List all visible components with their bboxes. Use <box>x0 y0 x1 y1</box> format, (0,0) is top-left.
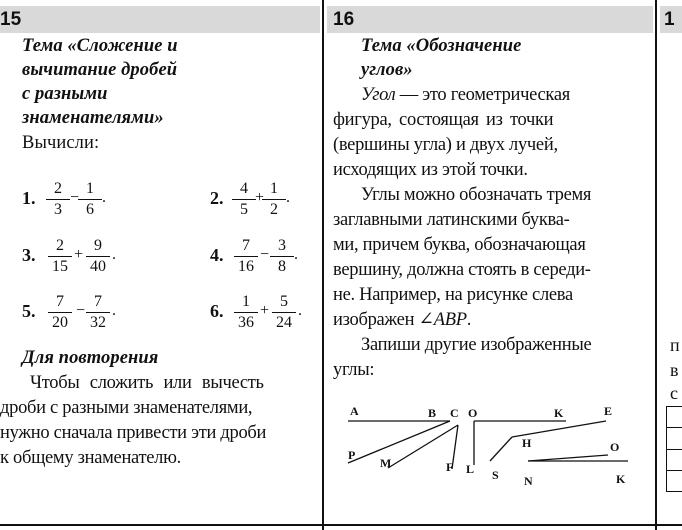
numerator: 7 <box>94 293 102 310</box>
denominator: 3 <box>46 199 70 220</box>
paragraph-line: вершину, должна стоять в середи- <box>333 260 591 280</box>
ray-no <box>528 455 608 461</box>
point-label: B <box>428 406 437 420</box>
definition-text: — это геометрическая <box>395 85 570 105</box>
cell-number: 16 <box>333 9 355 30</box>
fraction <box>262 179 286 220</box>
point-label: E <box>604 404 613 418</box>
point-label: O <box>610 440 620 454</box>
cell-number: 15 <box>0 9 22 30</box>
review-text-line: нужно сначала привести эти дроби <box>0 423 267 443</box>
denominator: 20 <box>48 312 72 333</box>
numerator: 9 <box>94 237 102 254</box>
task-end-period: . <box>112 246 116 263</box>
point-label: K <box>616 472 626 486</box>
operator: + <box>255 189 265 206</box>
table-rule <box>667 427 682 428</box>
task-end-period: . <box>112 302 116 319</box>
fraction <box>86 236 110 277</box>
fraction <box>234 292 258 333</box>
denominator: 15 <box>48 256 72 277</box>
ray-he <box>512 421 606 437</box>
topic-title-line: вычитание дробей <box>22 60 178 80</box>
task-end-period: . <box>102 189 106 206</box>
denominator: 2 <box>262 199 286 220</box>
table-rule <box>667 449 682 450</box>
topic-title-line: углов» <box>361 60 413 80</box>
numerator: 7 <box>56 293 64 310</box>
denominator: 24 <box>272 312 296 333</box>
topic-title-line: знаменателями» <box>22 108 164 128</box>
instruction-text: Вычисли: <box>22 133 100 153</box>
denominator: 5 <box>232 199 256 220</box>
fraction <box>48 236 72 277</box>
fraction <box>272 292 296 333</box>
denominator: 8 <box>270 256 294 277</box>
operator: + <box>74 246 84 263</box>
angles-figure <box>328 395 650 505</box>
right-column-divider <box>655 0 657 530</box>
point-label: L <box>466 462 475 476</box>
numerator: 2 <box>54 180 62 197</box>
denominator: 16 <box>234 256 258 277</box>
numerator: 4 <box>240 180 248 197</box>
cell-number: 1 <box>664 9 675 30</box>
point-label: A <box>350 404 359 418</box>
task-end-period: . <box>298 302 302 319</box>
cell-header-15 <box>0 6 320 33</box>
review-text-line: к общему знаменателю. <box>0 448 181 468</box>
operator: − <box>70 189 80 206</box>
definition-line: (вершины угла) и двух лучей, <box>333 135 558 155</box>
fraction-task <box>22 292 142 336</box>
fraction-task <box>210 179 320 223</box>
fraction-task <box>22 236 142 280</box>
point-label: F <box>446 460 454 474</box>
operator: − <box>76 302 86 319</box>
fraction-task <box>210 236 320 280</box>
denominator: 32 <box>86 312 110 333</box>
fraction-task <box>210 292 320 336</box>
table-rule <box>667 470 682 471</box>
paragraph-line: Углы можно обозначать тремя <box>361 185 592 205</box>
definition-line: исходящих из этой точки. <box>333 160 528 180</box>
fraction <box>78 179 102 220</box>
angle-symbol: ∠ <box>418 310 434 330</box>
cell-header-16 <box>327 6 653 33</box>
cut-off-text: с <box>670 383 678 403</box>
paragraph-line: ми, причем буква, обозначающая <box>333 235 586 255</box>
paragraph-text: изображен <box>333 310 419 330</box>
definition-term: Угол <box>361 85 396 105</box>
numerator: 7 <box>242 237 250 254</box>
fraction <box>270 236 294 277</box>
cut-off-text: в <box>670 360 679 380</box>
point-label: C <box>450 406 459 420</box>
task-number: 5. <box>22 301 36 321</box>
task-end-period: . <box>286 189 290 206</box>
task-number: 1. <box>22 188 36 208</box>
ray-bp <box>348 421 450 463</box>
numerator: 3 <box>278 237 286 254</box>
operator: + <box>260 302 270 319</box>
task-instruction-line: углы: <box>333 360 375 380</box>
numerator: 1 <box>242 293 250 310</box>
paragraph-text: . <box>466 310 472 330</box>
operator: − <box>260 246 270 263</box>
review-text-line: дроби с разными знаменателями, <box>0 398 253 418</box>
review-text-line: Чтобы сложить или вычесть <box>30 373 264 393</box>
point-label: S <box>492 468 499 482</box>
point-label: P <box>348 448 356 462</box>
cell-header-next <box>660 6 682 33</box>
review-title: Для повторения <box>22 348 159 368</box>
topic-title-line: с разными <box>22 84 108 104</box>
fraction <box>86 292 110 333</box>
numerator: 1 <box>86 180 94 197</box>
task-instruction-line: Запиши другие изображенные <box>361 335 592 355</box>
ray-hs <box>490 437 512 461</box>
fraction-task <box>22 179 132 223</box>
fraction <box>232 179 256 220</box>
numerator: 2 <box>56 237 64 254</box>
cut-off-table <box>666 406 682 492</box>
paragraph-line: не. Например, на рисунке слева <box>333 285 573 305</box>
bottom-rule <box>0 524 682 526</box>
fraction <box>234 236 258 277</box>
point-label: O <box>468 406 478 420</box>
topic-title-line: Тема «Обозначение <box>361 36 522 56</box>
denominator: 40 <box>86 256 110 277</box>
fraction <box>48 292 72 333</box>
left-column-divider <box>322 0 324 530</box>
topic-title-line: Тема «Сложение и <box>22 36 178 56</box>
definition-line <box>361 83 570 107</box>
task-number: 2. <box>210 188 224 208</box>
numerator: 1 <box>270 180 278 197</box>
point-label: N <box>524 474 533 488</box>
task-number: 4. <box>210 245 224 265</box>
angle-name: ABP <box>433 310 467 330</box>
task-end-period: . <box>294 246 298 263</box>
paragraph-line: заглавными латинскими буква- <box>333 210 570 230</box>
cut-off-text: п <box>670 335 680 355</box>
numerator: 5 <box>280 293 288 310</box>
denominator: 36 <box>234 312 258 333</box>
definition-line: фигура, состоящая из точки <box>333 110 554 130</box>
fraction <box>46 179 70 220</box>
point-label: K <box>554 406 564 420</box>
paragraph-line <box>333 308 471 332</box>
task-number: 3. <box>22 245 36 265</box>
denominator: 6 <box>78 199 102 220</box>
point-label: H <box>522 436 532 450</box>
point-label: M <box>380 456 392 470</box>
task-number: 6. <box>210 301 224 321</box>
